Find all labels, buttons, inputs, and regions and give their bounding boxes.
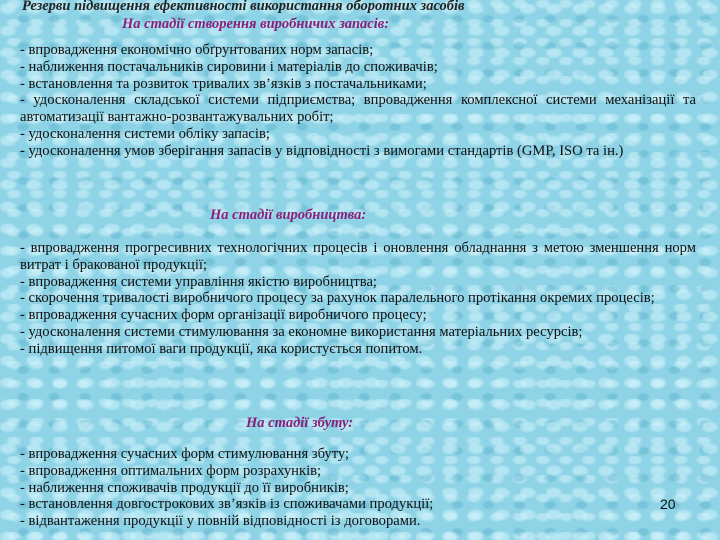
slide-title: Резерви підвищення ефективності використання оборотних засобів <box>22 0 465 14</box>
slide-heading <box>22 0 702 33</box>
list-item: - наближення постачальників сировини і матеріалів до споживачів; <box>20 58 438 75</box>
list-item: - впровадження системи управління якістю виробництва; <box>20 273 377 290</box>
list-item: - скорочення тривалості виробничого процесу за рахунок паралельного протікання окремих процесів; <box>20 290 655 307</box>
list-item: - впровадження економічно обґрунтованих норм запасів; <box>20 42 374 58</box>
section-2-list <box>20 240 696 358</box>
section-3-list <box>20 446 696 530</box>
list-item: - удосконалення умов зберігання запасів у відповідності з вимогами стандартів (GMP, ISO та ін.) <box>20 142 624 159</box>
list-item: - удосконалення системи обліку запасів; <box>20 125 270 142</box>
section-3-title: На стадії збуту: <box>246 415 354 431</box>
list-item: - відвантаження продукції у повній відповідності із договорами. <box>20 513 421 530</box>
list-item: - впровадження сучасних форм організації виробничого процесу; <box>20 307 427 324</box>
list-item: - встановлення довгострокових зв’язків із споживачами продукції; <box>20 496 434 513</box>
list-item: - наближення споживачів продукції до її виробників; <box>20 479 349 496</box>
section-1-list <box>20 42 696 160</box>
section-2-title: На стадії виробництва: <box>210 207 367 223</box>
list-item: - удосконалення системи стимулювання за економне використання матеріальних ресурсів; <box>20 323 583 340</box>
list-item: - впровадження прогресивних технологічних процесів і оновлення обладнання з метою зменшення норм витрат і бракованої продукції; <box>20 240 696 273</box>
list-item: - удосконалення складської системи підприємства; впровадження комплексної системи механізації та автоматизації вантажно-розвантажувальних робіт; <box>20 92 696 126</box>
list-item: - встановлення та розвиток тривалих зв’язків з постачальниками; <box>20 75 427 92</box>
page-number: 20 <box>660 496 676 512</box>
list-item: - впровадження оптимальних форм розрахунків; <box>20 462 322 479</box>
list-item: - впровадження сучасних форм стимулювання збуту; <box>20 446 350 462</box>
slide-subtitle: На стадії створення виробничих запасів: <box>122 16 390 32</box>
list-item: - підвищення питомої ваги продукції, яка користується попитом. <box>20 340 423 357</box>
